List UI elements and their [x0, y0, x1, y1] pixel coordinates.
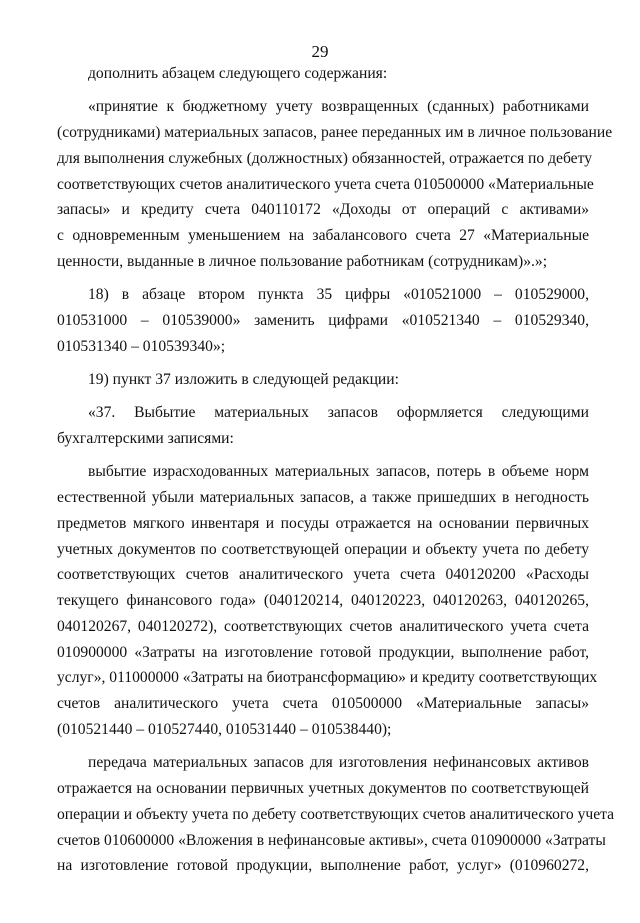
paragraph-line: запасы» и кредиту счета 040110172 «Доходы от операций с активами»: [57, 201, 589, 219]
paragraph-line: на изготовление готовой продукции, выполнение работ, услуг» (010960272,: [57, 857, 589, 875]
paragraph-line: 010531340 – 010539340»;: [57, 337, 226, 355]
paragraph-line: счетов 010600000 «Вложения в нефинансовые активы», счета 010900000 «Затраты: [57, 831, 606, 849]
paragraph-line: естественной убыли материальных запасов, а также пришедших в негодность: [57, 488, 589, 506]
paragraph-line: предметов мягкого инвентаря и посуды отражается на основании первичных: [57, 514, 589, 532]
paragraph-line: 010531000 – 010539000» заменить цифрами «010521340 – 010529340,: [57, 311, 589, 329]
paragraph-line: бухгалтерскими записями:: [57, 429, 234, 447]
paragraph-line: соответствующих счетов аналитического учета счета 040120200 «Расходы: [57, 566, 589, 584]
paragraph-line: (сотрудниками) материальных запасов, ранее переданных им в личное пользование: [57, 123, 613, 141]
paragraph-line: передача материальных запасов для изготовления нефинансовых активов: [88, 754, 589, 772]
page-number: 29: [311, 42, 329, 61]
paragraph-line: для выполнения служебных (должностных) обязанностей, отражается по дебету: [57, 149, 593, 167]
paragraph-line: отражается на основании первичных учетных документов по соответствующей: [57, 780, 589, 798]
paragraph-line: «принятие к бюджетному учету возвращенных (сданных) работниками: [88, 98, 589, 116]
paragraph-line: счетов аналитического учета счета 010500000 «Материальные запасы»: [57, 695, 589, 713]
paragraph-line: услуг», 011000000 «Затраты на биотрансформацию» и кредиту соответствующих: [57, 669, 598, 687]
paragraph-line: дополнить абзацем следующего содержания:: [88, 65, 388, 82]
paragraph-line: с одновременным уменьшением на забалансового счета 27 «Материальные: [57, 227, 589, 245]
paragraph-line: учетных документов по соответствующей операции и объекту учета по дебету: [57, 540, 589, 558]
paragraph-item-19: [57, 367, 589, 393]
paragraph-line: текущего финансового года» (040120214, 040120223, 040120263, 040120265,: [57, 592, 589, 610]
paragraph-line: 010900000 «Затраты на изготовление готовой продукции, выполнение работ,: [57, 643, 589, 661]
paragraph-line: ценности, выданные в личное пользование работникам (сотрудникам)».»;: [57, 252, 548, 270]
document-body: [57, 61, 615, 879]
paragraph-line: операции и объекту учета по дебету соответствующих счетов аналитического учета: [57, 805, 615, 823]
paragraph-line: 040120267, 040120272), соответствующих счетов аналитического учета счета: [57, 617, 589, 635]
paragraph-quote-returned-inventory: [57, 94, 613, 275]
paragraph-line: 18) в абзаце втором пункта 35 цифры «010521000 – 010529000,: [88, 286, 589, 304]
paragraph-line: 19) пункт 37 изложить в следующей редакции:: [88, 370, 399, 388]
paragraph-line: соответствующих счетов аналитического учета счета 010500000 «Материальные: [57, 175, 594, 193]
paragraph-line: (010521440 – 010527440, 010531440 – 010538440);: [57, 721, 392, 739]
paragraph-line: «37. Выбытие материальных запасов оформляется следующими: [88, 404, 589, 422]
paragraph-disposal: [57, 459, 598, 743]
paragraph-point-37: [57, 400, 589, 452]
paragraph-intro: [57, 61, 589, 87]
paragraph-item-18: [57, 282, 589, 359]
paragraph-transfer: [57, 750, 615, 879]
paragraph-line: выбытие израсходованных материальных запасов, потерь в объеме норм: [88, 463, 589, 481]
